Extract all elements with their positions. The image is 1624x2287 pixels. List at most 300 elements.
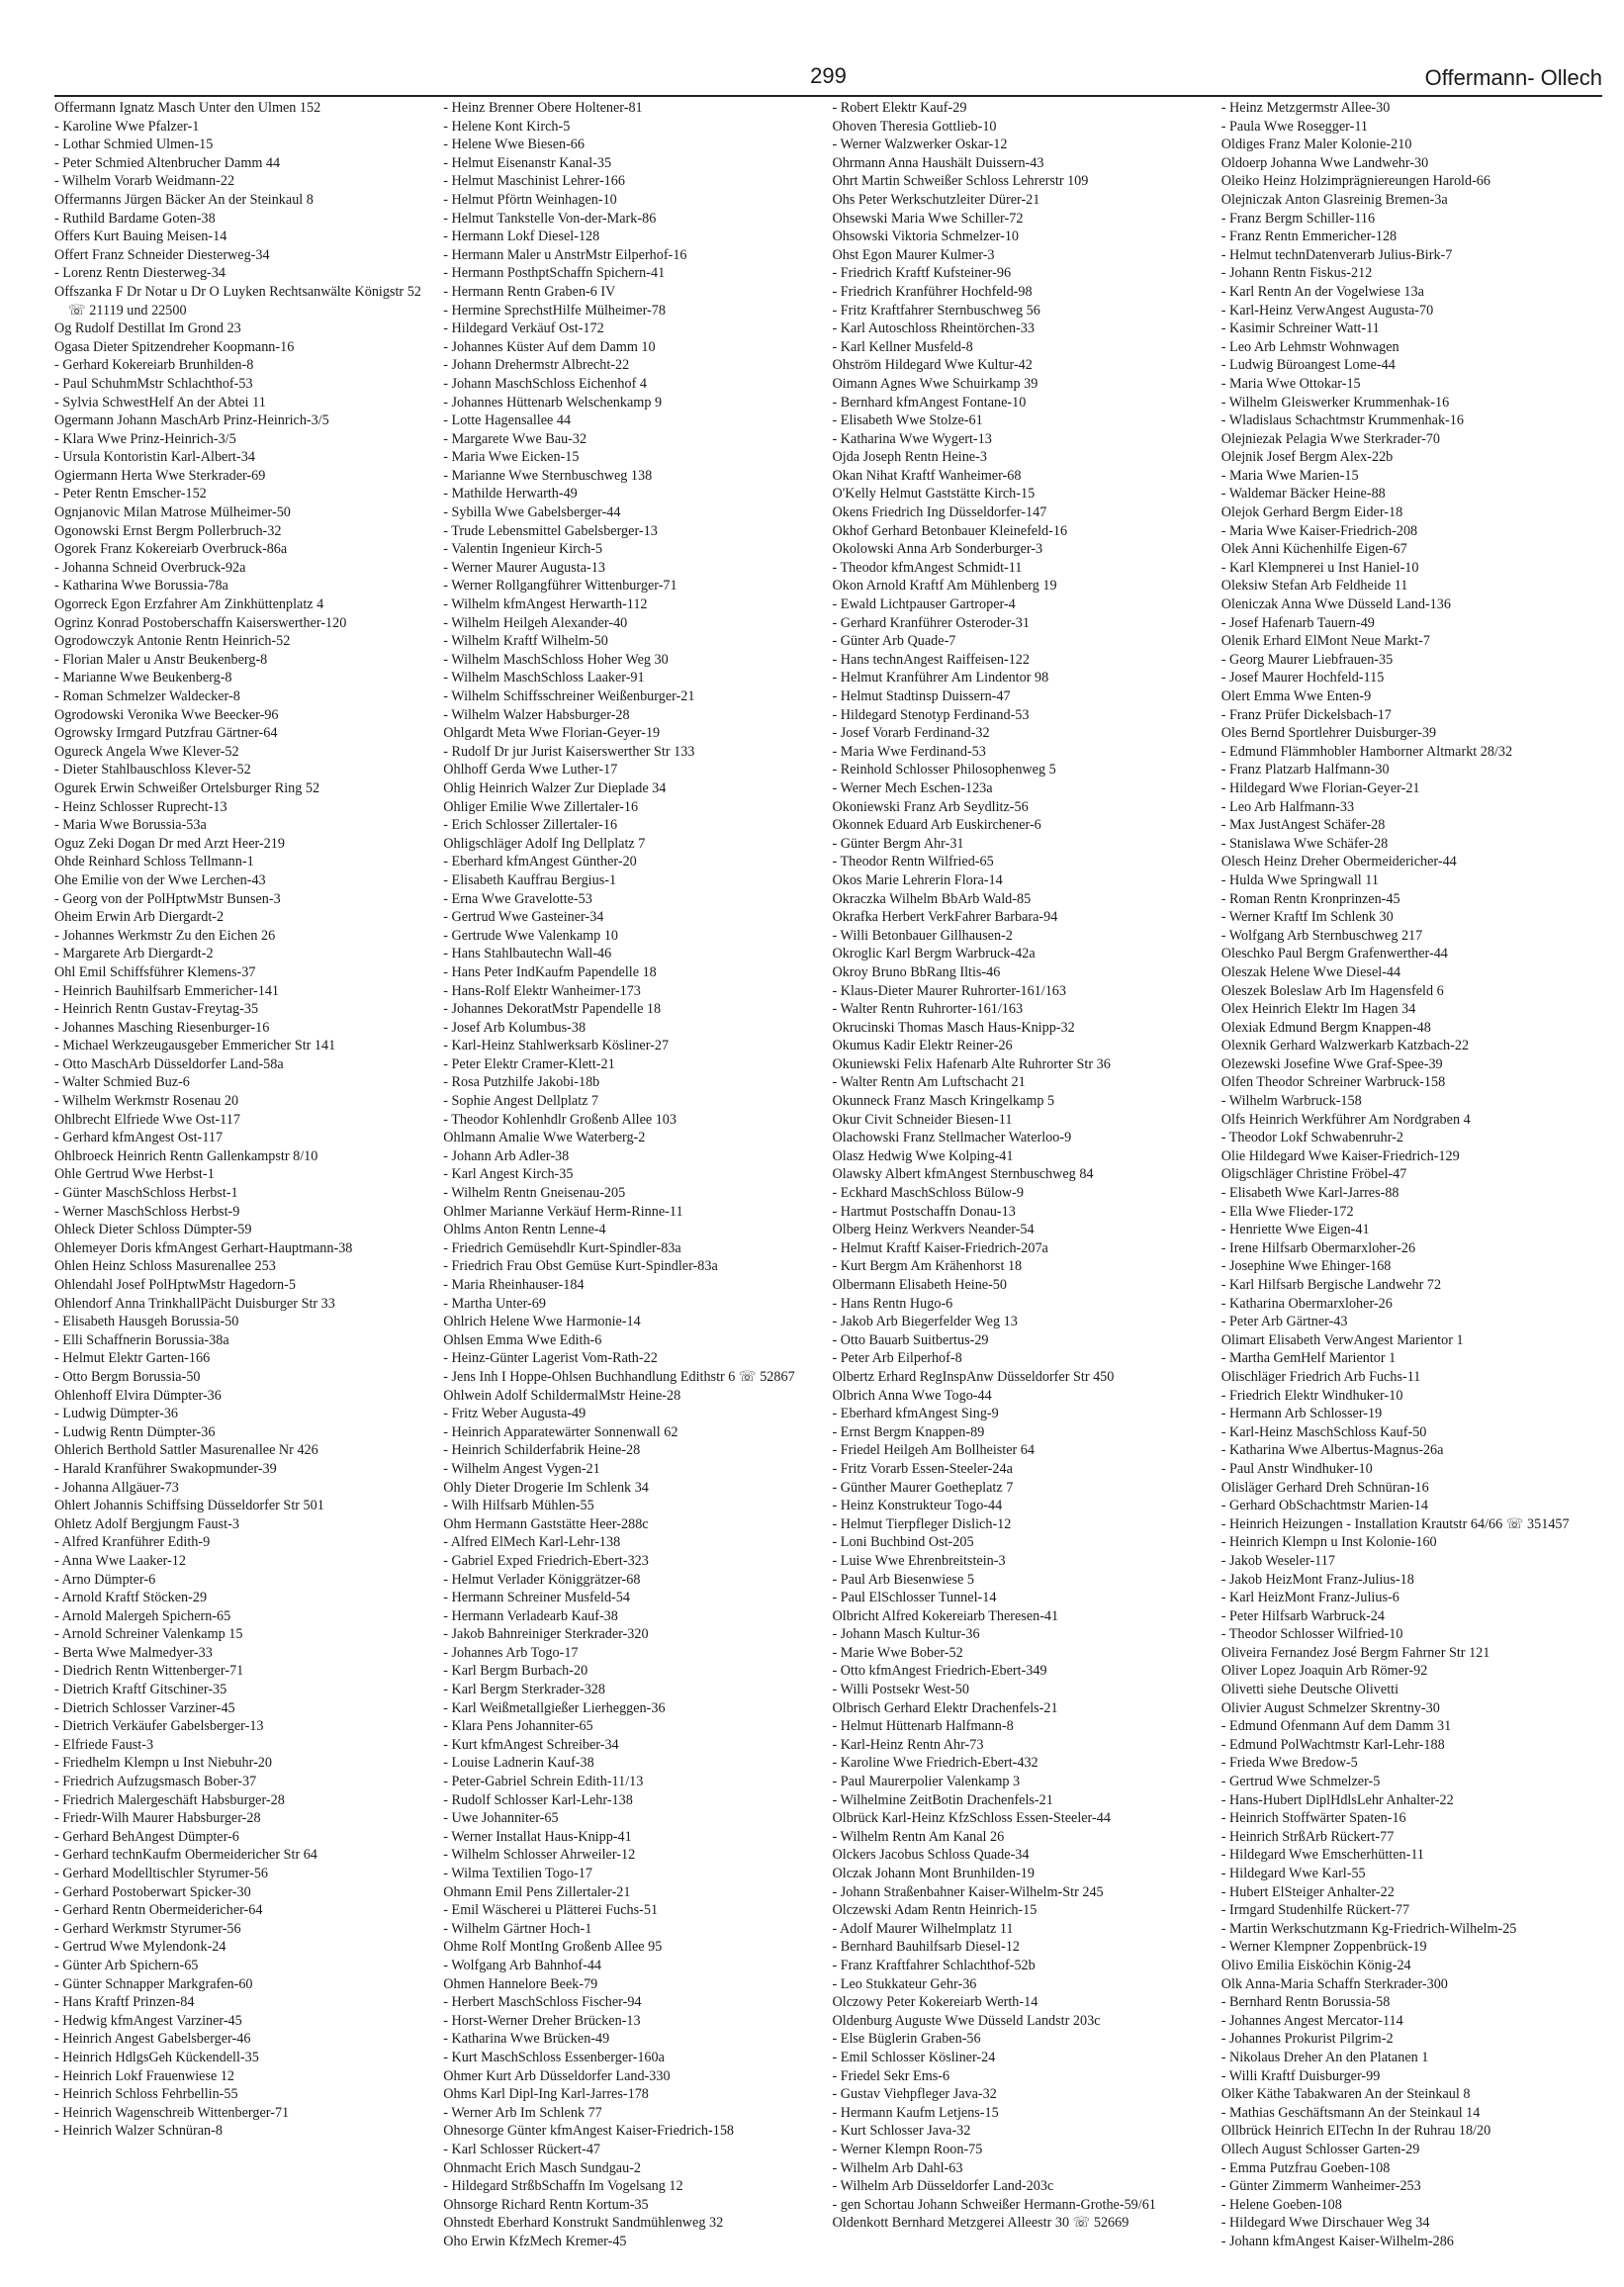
directory-entry: - Karl Autoschloss Rheintörchen-33	[832, 320, 1035, 337]
directory-entry: - Waldemar Bäcker Heine-88	[1220, 486, 1386, 503]
directory-entry: - Josef Vorarb Ferdinand-32	[832, 725, 990, 742]
directory-entry: - Alfred ElMech Karl-Lehr-138	[443, 1534, 621, 1551]
directory-entry: - Stanislawa Wwe Schäfer-28	[1220, 835, 1389, 852]
directory-entry: - Diedrich Rentn Wittenberger-71	[54, 1663, 244, 1680]
directory-entry: - Friedr-Wilh Maurer Habsburger-28	[54, 1810, 261, 1827]
directory-entry: Okon Arnold Kraftf Am Mühlenberg 19	[832, 578, 1057, 595]
directory-entry: - Elisabeth Hausgeh Borussia-50	[54, 1314, 239, 1330]
directory-entry: - Katharina Wwe Borussia-78a	[54, 578, 228, 595]
directory-entry: - Elisabeth Wwe Karl-Jarres-88	[1220, 1185, 1399, 1202]
directory-entry: - Hans-Rolf Elektr Wanheimer-173	[443, 982, 641, 999]
directory-entry: - Johanna Schneid Overbruck-92a	[54, 559, 246, 576]
directory-entry: - Walter Rentn Am Luftschacht 21	[832, 1074, 1026, 1091]
directory-entry: Okan Nihat Kraftf Wanheimer-68	[832, 467, 1022, 484]
directory-entry: - Otto Bergm Borussia-50	[54, 1368, 201, 1385]
directory-entry: - Günter Bergm Ahr-31	[832, 835, 964, 852]
directory-entry: Olisläger Gerhard Dreh Schnüran-16	[1220, 1479, 1429, 1496]
directory-entry: - Edmund Ofenmann Auf dem Damm 31	[1220, 1718, 1452, 1735]
directory-entry: - Marianne Wwe Beukenberg-8	[54, 670, 232, 686]
directory-entry: Ollech August Schlosser Garten-29	[1220, 2141, 1420, 2157]
directory-entry: - gen Schortau Johann Schweißer Hermann-Grothe-59/61	[832, 2196, 1156, 2213]
directory-entry: - Gerhard Kranführer Osteroder-31	[832, 614, 1030, 631]
directory-entry: Olbrisch Gerhard Elektr Drachenfels-21	[832, 1699, 1058, 1716]
directory-entry: - Erich Schlosser Zillertaler-16	[443, 817, 618, 834]
directory-entry: - Hildegard Wwe Florian-Geyer-21	[1220, 779, 1420, 796]
directory-entry: - Wilhelm Warbruck-158	[1220, 1093, 1362, 1110]
directory-entry: - Irene Hilfsarb Obermarxloher-26	[1220, 1239, 1416, 1256]
directory-entry: Ohleck Dieter Schloss Dümpter-59	[54, 1222, 252, 1238]
directory-entry: Olczowy Peter Kokereiarb Werth-14	[832, 1994, 1038, 2011]
directory-entry: Olesch Heinz Dreher Obermeidericher-44	[1220, 854, 1457, 870]
directory-entry: - Hermann Arb Schlosser-19	[1220, 1406, 1383, 1422]
directory-entry: Okroy Bruno BbRang Iltis-46	[832, 963, 1001, 980]
directory-entry: Oldenburg Auguste Wwe Düsseld Landstr 203c	[832, 2012, 1101, 2029]
directory-entry: Ohsewski Maria Wwe Schiller-72	[832, 210, 1024, 227]
directory-entry: - Max JustAngest Schäfer-28	[1220, 817, 1386, 834]
directory-entry: - Werner Rollgangführer Wittenburger-71	[443, 578, 677, 595]
directory-entry: - Jakob Arb Biegerfelder Weg 13	[832, 1314, 1018, 1330]
directory-entry: - Wladislaus Schachtmstr Krummenhak-16	[1220, 412, 1464, 429]
directory-entry: - Reinhold Schlosser Philosophenweg 5	[832, 762, 1056, 778]
directory-entry: - Kurt kfmAngest Schreiber-34	[443, 1736, 619, 1753]
directory-entry: - Hildegard Verkäuf Ost-172	[443, 320, 604, 337]
directory-entry: - Gerhard Postoberwart Spicker-30	[54, 1883, 251, 1900]
directory-entry: - Dietrich Verkäufer Gabelsberger-13	[54, 1718, 264, 1735]
directory-entry: - Gertrud Wwe Mylendonk-24	[54, 1939, 226, 1956]
directory-entry: Ogrodowski Veronika Wwe Beecker-96	[54, 706, 279, 723]
directory-entry: - Klaus-Dieter Maurer Ruhrorter-161/163	[832, 982, 1066, 999]
directory-entry: - Peter Arb Gärtner-43	[1220, 1314, 1348, 1330]
directory-entry: - Henriette Wwe Eigen-41	[1220, 1222, 1370, 1238]
directory-entry: - Johann Straßenbahner Kaiser-Wilhelm-Str 245	[832, 1883, 1104, 1900]
directory-entry: Olexiak Edmund Bergm Knappen-48	[1220, 1019, 1431, 1036]
directory-entry: Ohl Emil Schiffsführer Klemens-37	[54, 963, 256, 980]
directory-entry: Olfs Heinrich Werkführer Am Nordgraben 4	[1220, 1111, 1471, 1128]
directory-entry: - Theodor kfmAngest Schmidt-11	[832, 559, 1023, 576]
directory-entry: - Bernhard Rentn Borussia-58	[1220, 1994, 1391, 2011]
directory-entry: - Luise Wwe Ehrenbreitstein-3	[832, 1552, 1006, 1569]
directory-entry: - Eberhard kfmAngest Günther-20	[443, 854, 637, 870]
directory-entry: Okonnek Eduard Arb Euskirchener-6	[832, 817, 1041, 834]
directory-entry: Ohnmacht Erich Masch Sundgau-2	[443, 2159, 642, 2176]
directory-entry: Ohst Egon Maurer Kulmer-3	[832, 246, 995, 263]
directory-entry: - Ella Wwe Flieder-172	[1220, 1203, 1354, 1220]
directory-entry: - Werner Mech Eschen-123a	[832, 779, 993, 796]
directory-entry: - Peter Elektr Cramer-Klett-21	[443, 1055, 615, 1072]
directory-entry: Olachowski Franz Stellmacher Waterloo-9	[832, 1130, 1072, 1146]
directory-entry: - Werner Klempn Roon-75	[832, 2141, 983, 2157]
directory-entry: - Margarete Arb Diergardt-2	[54, 946, 214, 962]
directory-entry: - Lothar Schmied Ulmen-15	[54, 137, 214, 153]
directory-entry: - Jens Inh I Hoppe-Ohlsen Buchhandlung Edithstr 6 ☏ 52867	[443, 1368, 795, 1385]
directory-entry: - Johann Masch Kultur-36	[832, 1626, 980, 1643]
directory-entry: - Wilhelm Arb Düsseldorfer Land-203c	[832, 2178, 1054, 2195]
directory-entry: - Gerhard ObSchachtmstr Marien-14	[1220, 1498, 1428, 1514]
directory-entry: - Leo Arb Lehmstr Wohnwagen	[1220, 338, 1399, 355]
directory-entry: Okumus Kadir Elektr Reiner-26	[832, 1038, 1013, 1054]
directory-entry: - Willi Postsekr West-50	[832, 1682, 969, 1698]
directory-entry: Ohle Gertrud Wwe Herbst-1	[54, 1166, 215, 1183]
directory-entry: - Maria Wwe Ottokar-15	[1220, 375, 1361, 392]
directory-entry: - Hermann PosthptSchaffn Spichern-41	[443, 265, 666, 282]
directory-entry: - Anna Wwe Laaker-12	[54, 1552, 186, 1569]
directory-entry: - Friedhelm Klempn u Inst Niebuhr-20	[54, 1755, 272, 1772]
directory-entry: - Gerhard Modelltischler Styrumer-56	[54, 1866, 269, 1881]
directory-entry: - Kurt Bergm Am Krähenhorst 18	[832, 1258, 1023, 1275]
directory-entry: - Johanna Allgäuer-73	[54, 1479, 179, 1496]
directory-entry: - Paul SchuhmMstr Schlachthof-53	[54, 375, 253, 392]
directory-entry: - Theodor Kohlenhdlr Großenb Allee 103	[443, 1111, 677, 1128]
directory-entry: - Ernst Bergm Knappen-89	[832, 1423, 985, 1440]
directory-entry: Ohlms Anton Rentn Lenne-4	[443, 1222, 606, 1238]
directory-entry: - Arnold Malergeh Spichern-65	[54, 1607, 231, 1624]
directory-entry: Ogermann Johann MaschArb Prinz-Heinrich-3/5	[54, 412, 329, 429]
directory-entry: Oldoerp Johanna Wwe Landwehr-30	[1220, 154, 1429, 171]
directory-entry: - Friedrich Gemüsehdlr Kurt-Spindler-83a	[443, 1239, 681, 1256]
directory-entry: - Wilhelm MaschSchloss Laaker-91	[443, 670, 645, 686]
directory-entry: - Franz Platzarb Halfmann-30	[1220, 762, 1390, 778]
directory-entry: - Eberhard kfmAngest Sing-9	[832, 1406, 999, 1422]
directory-entry: - Johann Arb Adler-38	[443, 1147, 570, 1164]
directory-entry: - Otto kfmAngest Friedrich-Ebert-349	[832, 1663, 1047, 1680]
directory-entry: - Wolfgang Arb Sternbuschweg 217	[1220, 927, 1423, 944]
directory-entry: - Karl Bergm Sterkrader-328	[443, 1682, 605, 1698]
directory-entry: - Wilhelm kfmAngest Herwarth-112	[443, 596, 648, 613]
directory-entry: Oimann Agnes Wwe Schuirkamp 39	[832, 375, 1038, 392]
directory-entry: - Friedrich Frau Obst Gemüse Kurt-Spindler-83a	[443, 1258, 718, 1275]
directory-entry: - Paul Anstr Windhuker-10	[1220, 1460, 1373, 1477]
directory-entry: Ogureck Angela Wwe Klever-52	[54, 743, 239, 760]
directory-entry: - Karl Weißmetallgießer Lierheggen-36	[443, 1699, 666, 1716]
directory-entry: - Paula Wwe Rosegger-11	[1220, 118, 1368, 135]
directory-entry: - Gerhard Rentn Obermeidericher-64	[54, 1902, 263, 1919]
directory-entry: Okoniewski Franz Arb Seydlitz-56	[832, 798, 1029, 815]
directory-entry: Ogurek Erwin Schweißer Ortelsburger Ring 52	[54, 779, 320, 796]
directory-entry: Okrafka Herbert VerkFahrer Barbara-94	[832, 909, 1058, 926]
directory-entry: Ohe Emilie von der Wwe Lerchen-43	[54, 871, 266, 888]
directory-entry: - Karl-Heinz Stahlwerksarb Kösliner-27	[443, 1038, 670, 1054]
directory-entry: - Peter Rentn Emscher-152	[54, 486, 207, 503]
directory-entry: - Maria Rheinhauser-184	[443, 1277, 585, 1293]
directory-entry: - Werner Klempner Zoppenbrück-19	[1220, 1939, 1427, 1956]
directory-entry: - Hermann Rentn Graben-6 IV	[443, 283, 616, 300]
directory-entry: Ohliger Emilie Wwe Zillertaler-16	[443, 798, 639, 815]
directory-entry: - Elfriede Faust-3	[54, 1736, 154, 1753]
directory-entry: - Helmut Kranführer Am Lindentor 98	[832, 670, 1049, 686]
directory-entry: Offszanka F Dr Notar u Dr O Luyken Rechtsanwälte Königstr 52 ☏ 21119 und 22500	[54, 283, 425, 319]
directory-entry: - Berta Wwe Malmedyer-33	[54, 1644, 213, 1661]
directory-entry: - Peter Schmied Altenbrucher Damm 44	[54, 154, 281, 171]
directory-entry: - Walter Schmied Buz-6	[54, 1074, 190, 1091]
directory-entry: Ohlen Heinz Schloss Masurenallee 253	[54, 1258, 276, 1275]
running-head: Offermann- Ollech	[1424, 65, 1602, 90]
directory-entry: - Alfred Kranführer Edith-9	[54, 1534, 211, 1551]
directory-entry: - Heinrich StrßArb Rückert-77	[1220, 1828, 1395, 1845]
directory-entry: Olbermann Elisabeth Heine-50	[832, 1277, 1007, 1293]
directory-entry: - Helmut Kraftf Kaiser-Friedrich-207a	[832, 1239, 1048, 1256]
directory-entry: - Trude Lebensmittel Gabelsberger-13	[443, 522, 658, 539]
directory-entry: - Friedrich Elektr Windhuker-10	[1220, 1387, 1403, 1404]
directory-entry: Ohlerich Berthold Sattler Masurenallee Nr 426	[54, 1442, 318, 1459]
directory-entry: Ohnsorge Richard Rentn Kortum-35	[443, 2196, 649, 2213]
directory-entry: Okhof Gerhard Betonbauer Kleinefeld-16	[832, 522, 1068, 539]
directory-entry: Ogrinz Konrad Postoberschaffn Kaiserswerther-120	[54, 614, 347, 631]
directory-entry: - Karl-Heinz MaschSchloss Kauf-50	[1220, 1423, 1427, 1440]
directory-entry: Ohligschläger Adolf Ing Dellplatz 7	[443, 835, 646, 852]
directory-entry: - Irmgard Studenhilfe Rückert-77	[1220, 1902, 1410, 1919]
directory-entry: Okuniewski Felix Hafenarb Alte Ruhrorter Str 36	[832, 1055, 1111, 1072]
directory-entry: - Robert Elektr Kauf-29	[832, 100, 967, 116]
directory-entry: - Walter Rentn Ruhrorter-161/163	[832, 1001, 1024, 1018]
directory-entry: Ohrt Martin Schweißer Schloss Lehrerstr 109	[832, 173, 1089, 190]
directory-entry: - Karl Angest Kirch-35	[443, 1166, 574, 1183]
directory-entry: Ogorek Franz Kokereiarb Overbruck-86a	[54, 541, 288, 558]
directory-entry: - Kurt MaschSchloss Essenberger-160a	[443, 2049, 665, 2065]
directory-entry: - Fritz Vorarb Essen-Steeler-24a	[832, 1460, 1013, 1477]
directory-entry: - Klara Pens Johanniter-65	[443, 1718, 593, 1735]
directory-entry: - Josephine Wwe Ehinger-168	[1220, 1258, 1392, 1275]
directory-entry: - Eckhard MaschSchloss Bülow-9	[832, 1185, 1024, 1202]
directory-entry: Ohlrich Helene Wwe Harmonie-14	[443, 1314, 641, 1330]
directory-entry: - Ewald Lichtpauser Gartroper-4	[832, 596, 1016, 613]
directory-entry: - Johannes Küster Auf dem Damm 10	[443, 338, 656, 355]
directory-entry: - Hildegard StrßbSchaffn Im Vogelsang 12	[443, 2178, 683, 2195]
directory-entry: - Gabriel Exped Friedrich-Ebert-323	[443, 1552, 649, 1569]
directory-entry: Offert Franz Schneider Diesterweg-34	[54, 246, 270, 263]
directory-entry: - Michael Werkzeugausgeber Emmericher Str 141	[54, 1038, 336, 1054]
directory-entry: - Heinrich HdlgsGeh Kückendell-35	[54, 2049, 259, 2065]
directory-entry: - Helmut Eisenanstr Kanal-35	[443, 154, 612, 171]
directory-entry: Olbertz Erhard RegInspAnw Düsseldorfer Str 450	[832, 1368, 1115, 1385]
directory-entry: - Helmut Tankstelle Von-der-Mark-86	[443, 210, 657, 227]
directory-entry: - Marie Wwe Bober-52	[832, 1644, 963, 1661]
directory-entry: - Theodor Rentn Wilfried-65	[832, 854, 994, 870]
directory-entry: - Friedrich Aufzugsmasch Bober-37	[54, 1774, 257, 1790]
directory-entry: - Gertrude Wwe Valenkamp 10	[443, 927, 619, 944]
directory-entry: Ohnstedt Eberhard Konstrukt Sandmühlenweg 32	[443, 2215, 724, 2232]
column-1	[54, 99, 435, 2265]
directory-entry: - Heinz Metzgermstr Allee-30	[1220, 100, 1391, 116]
directory-entry: - Martin Werkschutzmann Kg-Friedrich-Wilhelm-25	[1220, 1920, 1517, 1937]
directory-entry: - Dietrich Schlosser Varziner-45	[54, 1699, 235, 1716]
directory-entry: Ohmann Emil Pens Zillertaler-21	[443, 1883, 631, 1900]
directory-entry: - Hulda Wwe Springwall 11	[1220, 871, 1379, 888]
directory-entry: - Heinrich Wagenschreib Wittenberger-71	[54, 2104, 290, 2121]
directory-entry: - Wilhelm Kraftf Wilhelm-50	[443, 633, 608, 650]
directory-entry: - Karl Kellner Musfeld-8	[832, 338, 973, 355]
directory-entry: - Günter Zimmerm Wanheimer-253	[1220, 2178, 1421, 2195]
directory-entry: - Karl Hilfsarb Bergische Landwehr 72	[1220, 1277, 1442, 1293]
directory-entry: - Karl Klempnerei u Inst Haniel-10	[1220, 559, 1419, 576]
directory-entry: Okolowski Anna Arb Sonderburger-3	[832, 541, 1043, 558]
directory-entry: Olasz Hedwig Wwe Kolping-41	[832, 1147, 1014, 1164]
directory-entry: - Leo Stukkateur Gehr-36	[832, 1975, 977, 1992]
directory-entry: Olejok Gerhard Bergm Eider-18	[1220, 504, 1403, 521]
directory-entry: Olek Anni Küchenhilfe Eigen-67	[1220, 541, 1407, 558]
directory-entry: - Klara Wwe Prinz-Heinrich-3/5	[54, 430, 236, 447]
directory-entry: - Johannes Prokurist Pilgrim-2	[1220, 2031, 1394, 2048]
directory-entry: - Johannes Hüttenarb Welschenkamp 9	[443, 394, 663, 411]
directory-entry: Olie Hildegard Wwe Kaiser-Friedrich-129	[1220, 1147, 1460, 1164]
directory-entry: Olbrück Karl-Heinz KfzSchloss Essen-Steeler-44	[832, 1810, 1111, 1827]
directory-entry: - Helmut technDatenverarb Julius-Birk-7	[1220, 246, 1453, 263]
directory-entry: - Georg von der PolHptwMstr Bunsen-3	[54, 890, 281, 907]
column-4	[1221, 99, 1602, 2265]
directory-entry: - Johann Rentn Fiskus-212	[1220, 265, 1373, 282]
directory-entry: - Katharina Obermarxloher-26	[1220, 1295, 1393, 1312]
directory-entry: - Karl-Heinz Rentn Ahr-73	[832, 1736, 984, 1753]
directory-entry: Olert Emma Wwe Enten-9	[1220, 688, 1372, 704]
directory-entry: - Marianne Wwe Sternbuschweg 138	[443, 467, 653, 484]
directory-entry: - Edmund Flämmhobler Hamborner Altmarkt 28/32	[1220, 743, 1513, 760]
directory-entry: - Martha Unter-69	[443, 1295, 546, 1312]
directory-entry: Ogiermann Herta Wwe Sterkrader-69	[54, 467, 266, 484]
directory-entry: - Katharina Wwe Albertus-Magnus-26a	[1220, 1442, 1444, 1459]
directory-entry: - Heinz Schlosser Ruprecht-13	[54, 798, 227, 815]
directory-entry: - Wilhelm Angest Vygen-21	[443, 1460, 600, 1477]
directory-entry: Olk Anna-Maria Schaffn Sterkrader-300	[1220, 1975, 1448, 1992]
directory-entry: - Else Büglerin Graben-56	[832, 2031, 981, 2048]
directory-entry: - Johann Drehermstr Albrecht-22	[443, 357, 630, 374]
directory-entry: - Emma Putzfrau Goeben-108	[1220, 2159, 1391, 2176]
directory-entry: - Frieda Wwe Bredow-5	[1220, 1755, 1358, 1772]
directory-entry: - Hedwig kfmAngest Varziner-45	[54, 2012, 242, 2029]
directory-entry: - Kasimir Schreiner Watt-11	[1220, 320, 1380, 337]
directory-entry: - Franz Bergm Schiller-116	[1220, 210, 1376, 227]
directory-entry: Olezewski Josefine Wwe Graf-Spee-39	[1220, 1055, 1443, 1072]
directory-entry: - Bernhard kfmAngest Fontane-10	[832, 394, 1027, 411]
directory-entry: - Ruthild Bardame Goten-38	[54, 210, 216, 227]
directory-entry: - Maria Wwe Eicken-15	[443, 449, 580, 466]
directory-entry: - Mathilde Herwarth-49	[443, 486, 578, 503]
directory-entry: - Georg Maurer Liebfrauen-35	[1220, 651, 1394, 668]
directory-entry: - Wilhelm Rentn Gneisenau-205	[443, 1185, 626, 1202]
directory-entry: - Gerhard BehAngest Dümpter-6	[54, 1828, 239, 1845]
directory-entry: Ohm Hermann Gaststätte Heer-288c	[443, 1515, 649, 1532]
directory-entry: Oldenkott Bernhard Metzgerei Alleestr 30 ☏ 52669	[832, 2215, 1129, 2232]
directory-entry: - Sylvia SchwestHelf An der Abtei 11	[54, 394, 266, 411]
directory-entry: - Maria Wwe Marien-15	[1220, 467, 1359, 484]
directory-entry: Ogasa Dieter Spitzendreher Koopmann-16	[54, 338, 295, 355]
directory-entry: - Maria Wwe Kaiser-Friedrich-208	[1220, 522, 1418, 539]
directory-entry: Ohletz Adolf Bergjungm Faust-3	[54, 1515, 239, 1532]
directory-entry: - Hartmut Postschaffn Donau-13	[832, 1203, 1016, 1220]
directory-entry: Olczak Johann Mont Brunhilden-19	[832, 1866, 1035, 1881]
directory-entry: - Hans Kraftf Prinzen-84	[54, 1994, 195, 2011]
directory-entry: - Wilhelm Gleiswerker Krummenhak-16	[1220, 394, 1450, 411]
directory-entry: - Helmut Elektr Garten-166	[54, 1350, 211, 1367]
directory-entry: - Uwe Johanniter-65	[443, 1810, 559, 1827]
directory-entry: Olejnik Josef Bergm Alex-22b	[1220, 449, 1394, 466]
directory-entry: - Gertrud Wwe Schmelzer-5	[1220, 1774, 1381, 1790]
directory-entry: - Werner Maurer Augusta-13	[443, 559, 605, 576]
directory-entry: - Günter Arb Spichern-65	[54, 1957, 199, 1973]
directory-entry: Ohström Hildegard Wwe Kultur-42	[832, 357, 1033, 374]
directory-entry: Ohde Reinhard Schloss Tellmann-1	[54, 854, 254, 870]
directory-entry: - Peter-Gabriel Schrein Edith-11/13	[443, 1774, 644, 1790]
directory-entry: - Johannes Angest Mercator-114	[1220, 2012, 1403, 2029]
directory-entry: - Emil Wäscherei u Plätterei Fuchs-51	[443, 1902, 659, 1919]
directory-entry: - Johannes Masching Riesenburger-16	[54, 1019, 270, 1036]
directory-entry: Olbrich Anna Wwe Togo-44	[832, 1387, 992, 1404]
directory-entry: Ohlendorf Anna TrinkhallPächt Duisburger Str 33	[54, 1295, 335, 1312]
directory-entry: - Karoline Wwe Pfalzer-1	[54, 118, 200, 135]
directory-entry: - Arnold Schreiner Valenkamp 15	[54, 1626, 243, 1643]
directory-entry: - Dieter Stahlbauschloss Klever-52	[54, 762, 251, 778]
directory-entry: - Gertrud Wwe Gasteiner-34	[443, 909, 604, 926]
directory-entry: Oheim Erwin Arb Diergardt-2	[54, 909, 225, 926]
directory-entry: Olker Käthe Tabakwaren An der Steinkaul 8	[1220, 2086, 1471, 2103]
directory-entry: Offermann Ignatz Masch Unter den Ulmen 152	[54, 100, 321, 116]
directory-entry: - Hildegard Stenotyp Ferdinand-53	[832, 706, 1030, 723]
directory-entry: - Wilhelm Vorarb Weidmann-22	[54, 173, 235, 190]
directory-entry: - Wilhelm Walzer Habsburger-28	[443, 706, 630, 723]
directory-entry: - Theodor Lokf Schwabenruhr-2	[1220, 1130, 1403, 1146]
directory-entry: - Werner MaschSchloss Herbst-9	[54, 1203, 240, 1220]
directory-entry: Ognjanovic Milan Matrose Mülheimer-50	[54, 504, 291, 521]
directory-entry: - Wilhelm Arb Dahl-63	[832, 2159, 963, 2176]
directory-entry: - Hans Peter IndKaufm Papendelle 18	[443, 963, 657, 980]
directory-entry: Oguz Zeki Dogan Dr med Arzt Heer-219	[54, 835, 285, 852]
directory-entry: - Werner Installat Haus-Knipp-41	[443, 1828, 632, 1845]
directory-entry: Ohlsen Emma Wwe Edith-6	[443, 1331, 602, 1348]
directory-entry: - Bernhard Bauhilfsarb Diesel-12	[832, 1939, 1021, 1956]
directory-entry: - Hans-Hubert DiplHdlsLehr Anhalter-22	[1220, 1791, 1454, 1808]
directory-entry: - Helmut Verlader Königgrätzer-68	[443, 1571, 641, 1588]
directory-entry: - Karl-Heinz VerwAngest Augusta-70	[1220, 302, 1434, 319]
directory-entry: Okens Friedrich Ing Düsseldorfer-147	[832, 504, 1047, 521]
directory-entry: - Wolfgang Arb Bahnhof-44	[443, 1957, 602, 1973]
directory-entry: Ohlgardt Meta Wwe Florian-Geyer-19	[443, 725, 661, 742]
directory-entry: - Hermann Schreiner Musfeld-54	[443, 1590, 630, 1606]
directory-entry: - Heinrich Schilderfabrik Heine-28	[443, 1442, 641, 1459]
directory-entry: Og Rudolf Destillat Im Grond 23	[54, 320, 241, 337]
directory-entry: - Jakob Bahnreiniger Sterkrader-320	[443, 1626, 649, 1643]
directory-entry: Oleiko Heinz Holzimprägniereungen Harold-66	[1220, 173, 1490, 190]
directory-entry: - Werner Kraftf Im Schlenk 30	[1220, 909, 1394, 926]
directory-columns	[54, 99, 1602, 2265]
directory-entry: - Rosa Putzhilfe Jakobi-18b	[443, 1074, 600, 1091]
directory-entry: - Helmut Hüttenarb Halfmann-8	[832, 1718, 1014, 1735]
directory-entry: Okraczka Wilhelm BbArb Wald-85	[832, 890, 1032, 907]
directory-entry: - Willi Kraftf Duisburger-99	[1220, 2067, 1381, 2084]
directory-entry: - Heinrich Angest Gabelsberger-46	[54, 2031, 251, 2048]
directory-entry: - Heinrich Rentn Gustav-Freytag-35	[54, 1001, 259, 1018]
directory-entry: - Paul Maurerpolier Valenkamp 3	[832, 1774, 1021, 1790]
directory-entry: - Gerhard Kokereiarb Brunhilden-8	[54, 357, 254, 374]
directory-entry: - Lorenz Rentn Diesterweg-34	[54, 265, 226, 282]
directory-entry: - Valentin Ingenieur Kirch-5	[443, 541, 603, 558]
directory-entry: - Florian Maler u Anstr Beukenberg-8	[54, 651, 268, 668]
directory-entry: - Willi Betonbauer Gillhausen-2	[832, 927, 1013, 944]
directory-entry: - Friedrich Kraftf Kufsteiner-96	[832, 265, 1012, 282]
directory-entry: Ohlert Johannis Schiffsing Düsseldorfer Str 501	[54, 1498, 324, 1514]
directory-entry: - Elisabeth Kauffrau Bergius-1	[443, 871, 617, 888]
directory-entry: Oles Bernd Sportlehrer Duisburger-39	[1220, 725, 1437, 742]
directory-entry: - Friedel Sekr Ems-6	[832, 2067, 950, 2084]
directory-entry: - Arnold Kraftf Stöcken-29	[54, 1590, 208, 1606]
directory-entry: Olczewski Adam Rentn Heinrich-15	[832, 1902, 1038, 1919]
directory-entry: - Heinrich Schloss Fehrbellin-55	[54, 2086, 238, 2103]
directory-entry: - Arno Dümpter-6	[54, 1571, 156, 1588]
directory-entry: Ohms Karl Dipl-Ing Karl-Jarres-178	[443, 2086, 649, 2103]
directory-entry: - Hubert ElSteiger Anhalter-22	[1220, 1883, 1395, 1900]
directory-entry: Ohlbrecht Elfriede Wwe Ost-117	[54, 1111, 240, 1128]
directory-entry: - Friedrich Kranführer Hochfeld-98	[832, 283, 1033, 300]
directory-entry: Olckers Jacobus Schloss Quade-34	[832, 1847, 1030, 1864]
directory-entry: Okur Civit Schneider Biesen-11	[832, 1111, 1013, 1128]
directory-entry: Oligschläger Christine Fröbel-47	[1220, 1166, 1407, 1183]
